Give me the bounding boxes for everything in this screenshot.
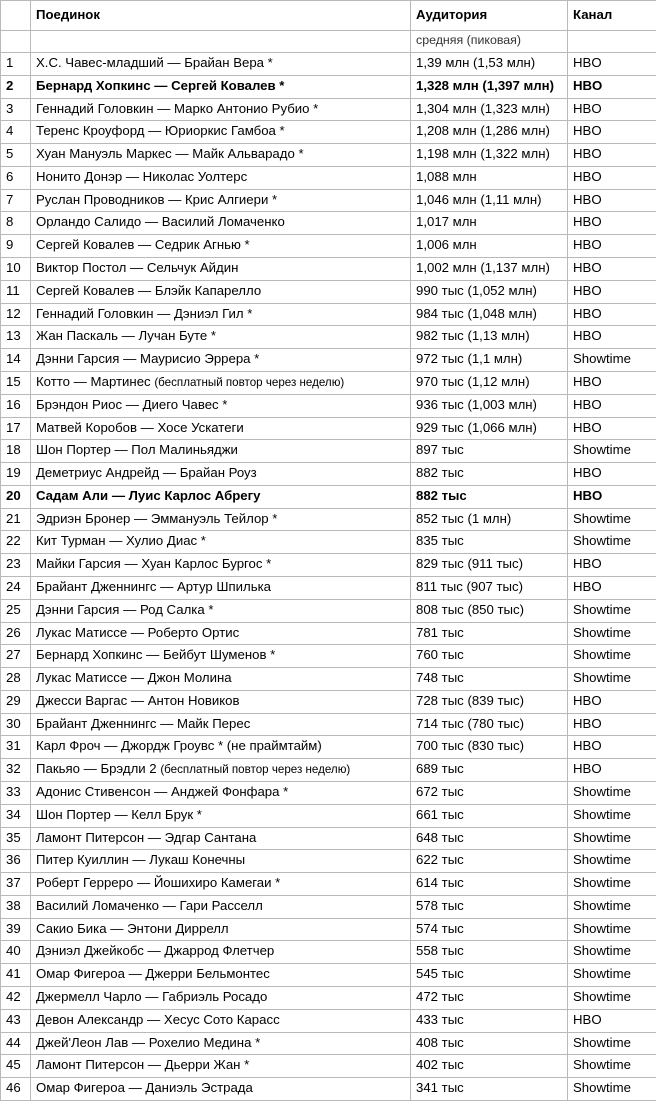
row-audience: 882 тыс: [411, 485, 568, 508]
row-channel: HBO: [568, 144, 656, 167]
row-audience: 1,304 млн (1,323 млн): [411, 98, 568, 121]
table-row: [1, 782, 656, 805]
table-subheader-row: [1, 31, 656, 53]
table-row: [1, 349, 656, 372]
row-fight: Садам Али — Луис Карлос Абрегу: [31, 485, 411, 508]
row-channel: Showtime: [568, 622, 656, 645]
row-audience: 614 тыс: [411, 873, 568, 896]
subheader-fight-cell: [31, 31, 411, 53]
row-channel: HBO: [568, 53, 656, 76]
table-row: [1, 622, 656, 645]
row-audience: 622 тыс: [411, 850, 568, 873]
row-audience: 882 тыс: [411, 463, 568, 486]
row-fight: Карл Фроч — Джордж Гроувс * (не праймтайм): [31, 736, 411, 759]
table-row: [1, 827, 656, 850]
column-header-fight: Поединок: [31, 1, 411, 31]
row-fight: Кит Турман — Хулио Диас *: [31, 531, 411, 554]
row-number: 46: [1, 1078, 31, 1101]
table-row: [1, 690, 656, 713]
row-number: 36: [1, 850, 31, 873]
row-channel: HBO: [568, 121, 656, 144]
row-channel: HBO: [568, 690, 656, 713]
row-channel: HBO: [568, 303, 656, 326]
row-fight: Нонито Донэр — Николас Уолтерс: [31, 166, 411, 189]
row-number: 16: [1, 394, 31, 417]
row-number: 27: [1, 645, 31, 668]
row-fight-note: (бесплатный повтор через неделю): [160, 763, 351, 777]
row-fight-label: Пакьяо — Брэдли 2: [36, 761, 157, 777]
row-number: 8: [1, 212, 31, 235]
row-audience: 574 тыс: [411, 918, 568, 941]
row-channel: Showtime: [568, 873, 656, 896]
row-number: 42: [1, 987, 31, 1010]
table-row: [1, 531, 656, 554]
row-audience: 648 тыс: [411, 827, 568, 850]
table-row: [1, 212, 656, 235]
row-audience: 408 тыс: [411, 1032, 568, 1055]
row-channel: HBO: [568, 280, 656, 303]
table-row: [1, 941, 656, 964]
subheader-number-cell: [1, 31, 31, 53]
row-audience: 984 тыс (1,048 млн): [411, 303, 568, 326]
row-channel: HBO: [568, 759, 656, 782]
row-audience: 852 тыс (1 млн): [411, 508, 568, 531]
row-number: 13: [1, 326, 31, 349]
row-number: 39: [1, 918, 31, 941]
row-fight: Сергей Ковалев — Седрик Агнью *: [31, 235, 411, 258]
row-number: 11: [1, 280, 31, 303]
row-number: 43: [1, 1009, 31, 1032]
row-audience: 1,088 млн: [411, 166, 568, 189]
row-number: 35: [1, 827, 31, 850]
row-fight-label: Котто — Мартинес: [36, 373, 151, 389]
row-number: 29: [1, 690, 31, 713]
table-row: [1, 599, 656, 622]
row-number: 6: [1, 166, 31, 189]
table-row: [1, 440, 656, 463]
row-channel: Showtime: [568, 804, 656, 827]
row-number: 41: [1, 964, 31, 987]
column-header-number: [1, 1, 31, 31]
table-row: [1, 1078, 656, 1101]
row-fight: Виктор Постол — Сельчук Айдин: [31, 258, 411, 281]
row-channel: Showtime: [568, 941, 656, 964]
row-audience: 897 тыс: [411, 440, 568, 463]
row-channel: Showtime: [568, 349, 656, 372]
row-fight: Бернард Хопкинс — Бейбут Шуменов *: [31, 645, 411, 668]
row-fight: [31, 371, 411, 394]
subheader-channel-cell: [568, 31, 656, 53]
row-number: 32: [1, 759, 31, 782]
table-row: [1, 166, 656, 189]
row-audience: 990 тыс (1,052 млн): [411, 280, 568, 303]
row-channel: HBO: [568, 463, 656, 486]
row-channel: Showtime: [568, 964, 656, 987]
row-audience: 1,002 млн (1,137 млн): [411, 258, 568, 281]
row-channel: HBO: [568, 371, 656, 394]
table-row: [1, 303, 656, 326]
row-audience: 929 тыс (1,066 млн): [411, 417, 568, 440]
row-audience: 433 тыс: [411, 1009, 568, 1032]
row-number: 1: [1, 53, 31, 76]
row-fight: Омар Фигероа — Джерри Бельмонтес: [31, 964, 411, 987]
row-channel: Showtime: [568, 1032, 656, 1055]
row-number: 44: [1, 1032, 31, 1055]
table-row: [1, 326, 656, 349]
table-row: [1, 280, 656, 303]
row-channel: HBO: [568, 258, 656, 281]
table-row: [1, 1009, 656, 1032]
row-number: 5: [1, 144, 31, 167]
row-audience: 578 тыс: [411, 895, 568, 918]
row-number: 45: [1, 1055, 31, 1078]
row-channel: HBO: [568, 166, 656, 189]
row-number: 3: [1, 98, 31, 121]
row-fight: Адонис Стивенсон — Анджей Фонфара *: [31, 782, 411, 805]
row-channel: HBO: [568, 75, 656, 98]
table-row: [1, 668, 656, 691]
row-number: 40: [1, 941, 31, 964]
row-audience: 808 тыс (850 тыс): [411, 599, 568, 622]
row-fight: Матвей Коробов — Хосе Ускатеги: [31, 417, 411, 440]
table-row: [1, 463, 656, 486]
row-fight: Джермелл Чарло — Габриэль Росадо: [31, 987, 411, 1010]
row-number: 21: [1, 508, 31, 531]
row-number: 25: [1, 599, 31, 622]
row-number: 7: [1, 189, 31, 212]
row-audience: 972 тыс (1,1 млн): [411, 349, 568, 372]
row-channel: Showtime: [568, 987, 656, 1010]
table-row: [1, 508, 656, 531]
table-row: [1, 873, 656, 896]
row-fight: Ламонт Питерсон — Дьерри Жан *: [31, 1055, 411, 1078]
row-channel: Showtime: [568, 1055, 656, 1078]
table-row: [1, 371, 656, 394]
row-channel: Showtime: [568, 508, 656, 531]
table-row: [1, 189, 656, 212]
table-row: [1, 394, 656, 417]
row-number: 38: [1, 895, 31, 918]
row-fight: Эдриэн Бронер — Эммануэль Тейлор *: [31, 508, 411, 531]
row-channel: HBO: [568, 1009, 656, 1032]
table-row: [1, 1032, 656, 1055]
table-row: [1, 258, 656, 281]
row-audience: 1,328 млн (1,397 млн): [411, 75, 568, 98]
table-header-row: [1, 1, 656, 31]
row-number: 20: [1, 485, 31, 508]
row-audience: 1,208 млн (1,286 млн): [411, 121, 568, 144]
row-channel: Showtime: [568, 1078, 656, 1101]
row-audience: 1,198 млн (1,322 млн): [411, 144, 568, 167]
table-row: [1, 895, 656, 918]
table-row: [1, 235, 656, 258]
row-fight: Майки Гарсия — Хуан Карлос Бургос *: [31, 554, 411, 577]
table-row: [1, 964, 656, 987]
row-number: 31: [1, 736, 31, 759]
row-audience: 714 тыс (780 тыс): [411, 713, 568, 736]
row-audience: 760 тыс: [411, 645, 568, 668]
column-header-audience: Аудитория: [411, 1, 568, 31]
row-fight: Василий Ломаченко — Гари Расселл: [31, 895, 411, 918]
row-fight: Геннадий Головкин — Марко Антонио Рубио *: [31, 98, 411, 121]
row-fight: Омар Фигероа — Даниэль Эстрада: [31, 1078, 411, 1101]
row-number: 34: [1, 804, 31, 827]
row-channel: HBO: [568, 394, 656, 417]
row-fight: Шон Портер — Келл Брук *: [31, 804, 411, 827]
row-audience: 936 тыс (1,003 млн): [411, 394, 568, 417]
row-audience: 1,046 млн (1,11 млн): [411, 189, 568, 212]
row-number: 24: [1, 576, 31, 599]
row-audience: 1,006 млн: [411, 235, 568, 258]
row-audience: 402 тыс: [411, 1055, 568, 1078]
row-fight: Дэнни Гарсия — Род Салка *: [31, 599, 411, 622]
row-number: 26: [1, 622, 31, 645]
row-number: 14: [1, 349, 31, 372]
row-number: 30: [1, 713, 31, 736]
row-audience: 545 тыс: [411, 964, 568, 987]
row-fight: Жан Паскаль — Лучан Буте *: [31, 326, 411, 349]
row-audience: 341 тыс: [411, 1078, 568, 1101]
table-row: [1, 645, 656, 668]
table-row: [1, 417, 656, 440]
row-number: 17: [1, 417, 31, 440]
row-fight: Бернард Хопкинс — Сергей Ковалев *: [31, 75, 411, 98]
table-row: [1, 759, 656, 782]
row-number: 22: [1, 531, 31, 554]
table-row: [1, 736, 656, 759]
row-fight: Шон Портер — Пол Малиньяджи: [31, 440, 411, 463]
subheader-audience-cell: средняя (пиковая): [411, 31, 568, 53]
row-fight: Сакио Бика — Энтони Диррелл: [31, 918, 411, 941]
row-number: 12: [1, 303, 31, 326]
table-row: [1, 804, 656, 827]
row-fight: Теренс Кроуфорд — Юриоркис Гамбоа *: [31, 121, 411, 144]
row-number: 28: [1, 668, 31, 691]
row-fight: Хуан Мануэль Маркес — Майк Альварадо *: [31, 144, 411, 167]
table-body: [1, 31, 656, 1101]
table-row: [1, 576, 656, 599]
row-number: 10: [1, 258, 31, 281]
row-audience: 811 тыс (907 тыс): [411, 576, 568, 599]
row-fight: Брайант Дженнингс — Майк Перес: [31, 713, 411, 736]
row-fight: Брэндон Риос — Диего Чавес *: [31, 394, 411, 417]
row-channel: Showtime: [568, 645, 656, 668]
row-channel: HBO: [568, 417, 656, 440]
row-fight: Геннадий Головкин — Дэниэл Гил *: [31, 303, 411, 326]
row-audience: 748 тыс: [411, 668, 568, 691]
row-audience: 970 тыс (1,12 млн): [411, 371, 568, 394]
row-fight: Лукас Матиссе — Джон Молина: [31, 668, 411, 691]
row-fight: Джесси Варгас — Антон Новиков: [31, 690, 411, 713]
row-channel: Showtime: [568, 895, 656, 918]
row-audience: 835 тыс: [411, 531, 568, 554]
column-header-channel: Канал: [568, 1, 656, 31]
row-channel: HBO: [568, 485, 656, 508]
row-fight: Дэниэл Джейкобс — Джаррод Флетчер: [31, 941, 411, 964]
row-fight: Девон Александр — Хесус Сото Карасс: [31, 1009, 411, 1032]
row-fight: Брайант Дженнингс — Артур Шпилька: [31, 576, 411, 599]
row-channel: HBO: [568, 554, 656, 577]
row-audience: 672 тыс: [411, 782, 568, 805]
row-channel: Showtime: [568, 440, 656, 463]
row-fight: Лукас Матиссе — Роберто Ортис: [31, 622, 411, 645]
row-fight: Сергей Ковалев — Блэйк Капарелло: [31, 280, 411, 303]
row-number: 18: [1, 440, 31, 463]
row-channel: HBO: [568, 736, 656, 759]
table-row: [1, 98, 656, 121]
row-fight: Руслан Проводников — Крис Алгиери *: [31, 189, 411, 212]
row-fight: Питер Куиллин — Лукаш Конечны: [31, 850, 411, 873]
row-channel: HBO: [568, 713, 656, 736]
row-channel: HBO: [568, 98, 656, 121]
row-number: 2: [1, 75, 31, 98]
row-fight: Джей'Леон Лав — Рохелио Медина *: [31, 1032, 411, 1055]
row-audience: 689 тыс: [411, 759, 568, 782]
row-number: 19: [1, 463, 31, 486]
row-audience: 1,39 млн (1,53 млн): [411, 53, 568, 76]
row-channel: HBO: [568, 576, 656, 599]
row-fight: Х.С. Чавес-младший — Брайан Вера *: [31, 53, 411, 76]
row-audience: 982 тыс (1,13 млн): [411, 326, 568, 349]
row-number: 33: [1, 782, 31, 805]
row-number: 9: [1, 235, 31, 258]
row-channel: Showtime: [568, 668, 656, 691]
row-audience: 1,017 млн: [411, 212, 568, 235]
row-channel: HBO: [568, 326, 656, 349]
row-fight: Орландо Салидо — Василий Ломаченко: [31, 212, 411, 235]
table-row: [1, 554, 656, 577]
row-fight: Дэнни Гарсия — Маурисио Эррера *: [31, 349, 411, 372]
row-fight: [31, 759, 411, 782]
table-row: [1, 713, 656, 736]
table-row: [1, 850, 656, 873]
row-audience: 829 тыс (911 тыс): [411, 554, 568, 577]
row-audience: 781 тыс: [411, 622, 568, 645]
row-number: 15: [1, 371, 31, 394]
row-fight: Деметриус Андрейд — Брайан Роуз: [31, 463, 411, 486]
table-row: [1, 485, 656, 508]
row-number: 4: [1, 121, 31, 144]
table-row: [1, 1055, 656, 1078]
row-audience: 728 тыс (839 тыс): [411, 690, 568, 713]
row-channel: Showtime: [568, 599, 656, 622]
row-channel: Showtime: [568, 918, 656, 941]
row-number: 37: [1, 873, 31, 896]
table-row: [1, 144, 656, 167]
table-row: [1, 53, 656, 76]
row-channel: Showtime: [568, 782, 656, 805]
row-channel: HBO: [568, 212, 656, 235]
row-number: 23: [1, 554, 31, 577]
row-fight: Роберт Герреро — Йошихиро Камегаи *: [31, 873, 411, 896]
row-channel: HBO: [568, 189, 656, 212]
table-row: [1, 75, 656, 98]
row-fight-note: (бесплатный повтор через неделю): [154, 375, 345, 389]
row-audience: 661 тыс: [411, 804, 568, 827]
row-channel: HBO: [568, 235, 656, 258]
row-channel: Showtime: [568, 531, 656, 554]
row-channel: Showtime: [568, 850, 656, 873]
row-audience: 472 тыс: [411, 987, 568, 1010]
table-row: [1, 121, 656, 144]
row-audience: 700 тыс (830 тыс): [411, 736, 568, 759]
table-row: [1, 987, 656, 1010]
row-audience: 558 тыс: [411, 941, 568, 964]
row-channel: Showtime: [568, 827, 656, 850]
row-fight: Ламонт Питерсон — Эдгар Сантана: [31, 827, 411, 850]
table-row: [1, 918, 656, 941]
